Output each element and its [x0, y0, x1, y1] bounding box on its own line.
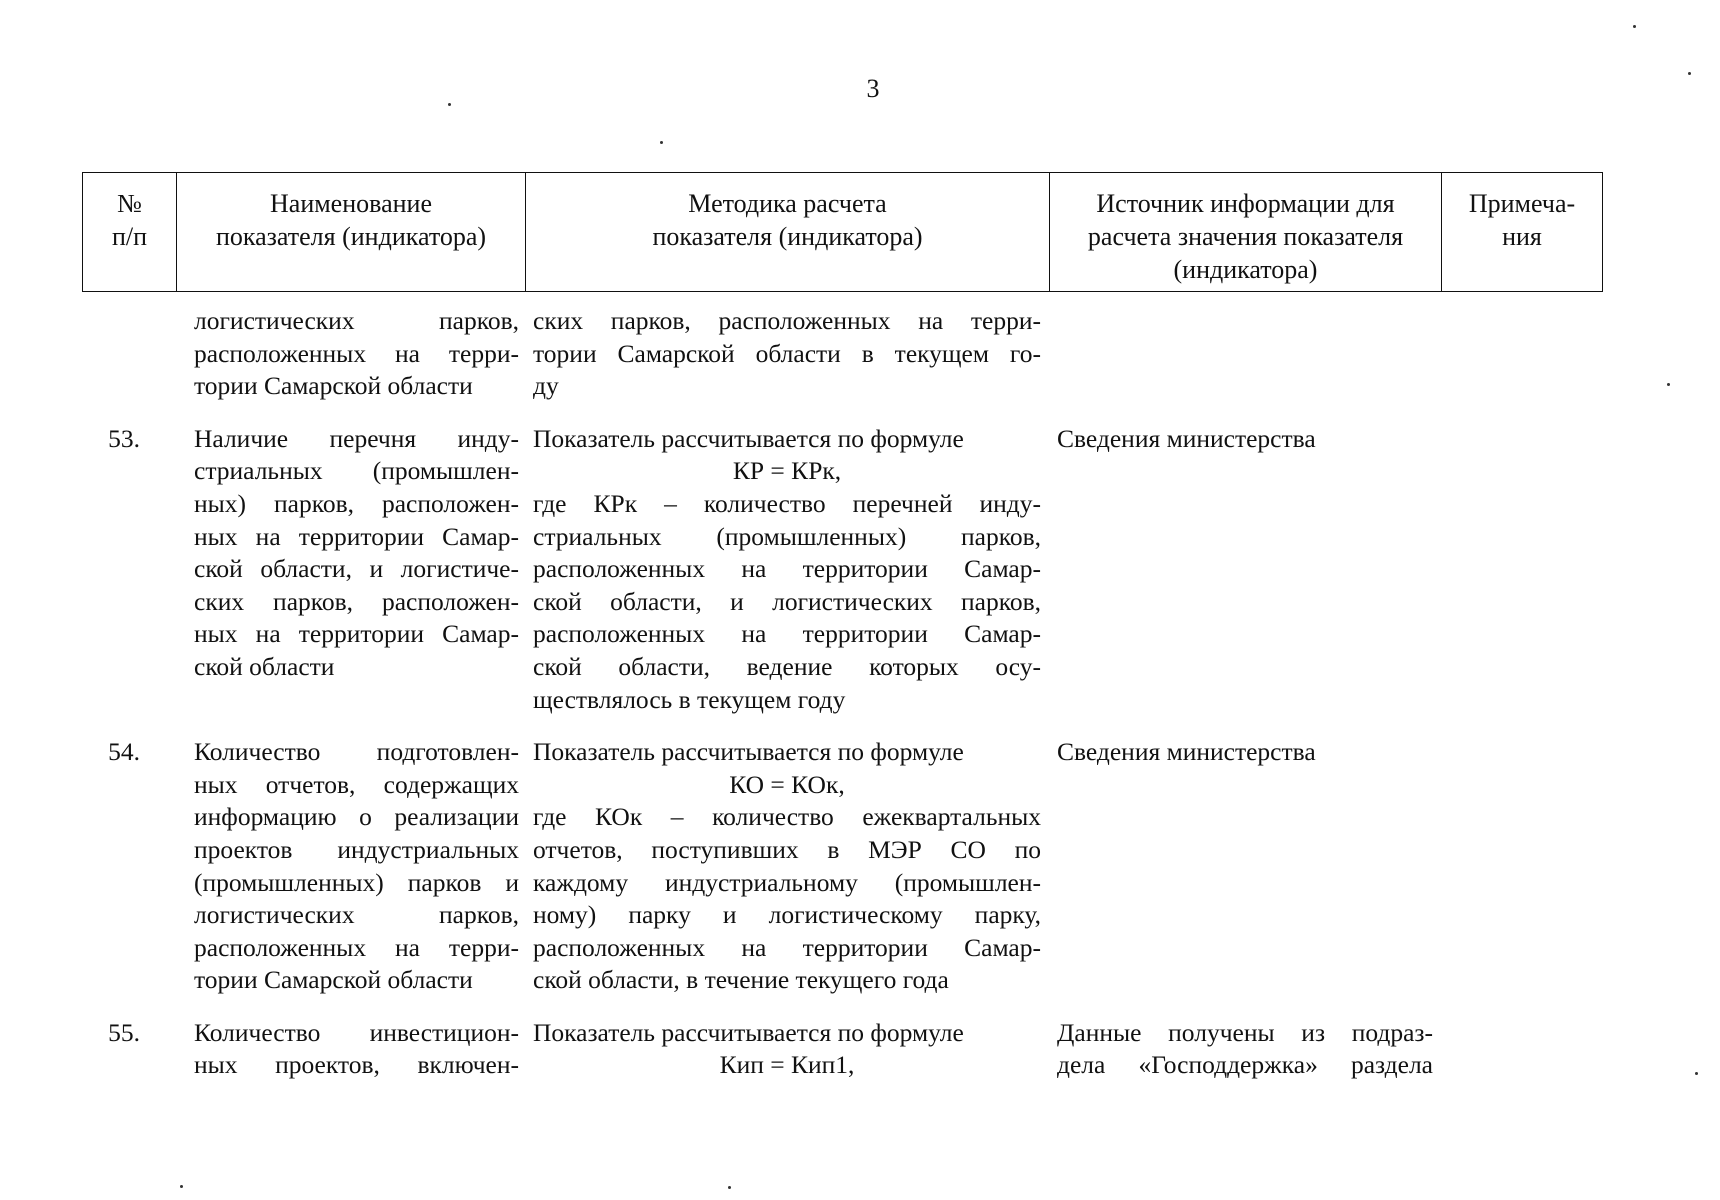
- text-line: ских парков, расположенных на терри-: [533, 306, 1041, 335]
- indicator-name: [176, 736, 525, 997]
- scan-speck: [1695, 1072, 1698, 1075]
- text-line: расположенных на территории Самар-: [533, 932, 1041, 962]
- header-calculation-method: Методика расчета показателя (индикатора): [526, 173, 1050, 291]
- indicator-name: [176, 305, 525, 403]
- table-row: [82, 305, 1603, 403]
- text-line: ской области, и логистиче-: [194, 554, 519, 584]
- header-indicator-name: Наименование показателя (индикатора): [177, 173, 526, 291]
- table-row: [82, 736, 1603, 997]
- text-line: информацию о реализации: [194, 802, 519, 832]
- scan-speck: [1688, 72, 1691, 75]
- calculation-method: [525, 305, 1049, 403]
- row-number: 53.: [108, 423, 140, 453]
- scan-speck: [448, 103, 451, 106]
- text-line: отчетов, поступивших в МЭР СО по: [533, 834, 1041, 864]
- text-line: ской области, в течение текущего года: [533, 965, 949, 995]
- scan-speck: [1667, 383, 1670, 386]
- text-line: ных) парков, расположен-: [194, 488, 519, 518]
- text-line: где КОк – количество ежеквартальных: [533, 802, 1041, 832]
- text-line: ской области, ведение которых осу-: [533, 651, 1041, 681]
- calculation-method: [525, 423, 1049, 716]
- text-line: ской области: [194, 651, 335, 681]
- text-line: ской области, и логистических парков,: [533, 586, 1041, 616]
- notes: [1441, 423, 1603, 716]
- text-line: логистических парков,: [194, 306, 519, 335]
- text-line: Наличие перечня инду-: [194, 423, 519, 453]
- scan-speck: [1633, 25, 1636, 28]
- text-line: Показатель рассчитывается по формуле: [533, 1017, 964, 1047]
- text-line: Количество инвестицион-: [194, 1017, 519, 1047]
- text-line: Показатель рассчитывается по формуле: [533, 737, 964, 767]
- text-line: Количество подготовлен-: [194, 737, 519, 767]
- formula: Кип = Кип1,: [719, 1050, 855, 1080]
- row-number: 54.: [108, 737, 140, 767]
- text-line: ных на территории Самар-: [194, 619, 519, 649]
- text-line: каждому индустриальному (промышлен-: [533, 867, 1041, 897]
- indicator-name: [176, 1017, 525, 1082]
- text-line: Данные получены из подраз-: [1057, 1017, 1433, 1047]
- table-row: [82, 1017, 1603, 1082]
- text-line: тории Самарской области в текущем го-: [533, 338, 1041, 368]
- table-header: [82, 172, 1603, 292]
- header-number: № п/п: [83, 173, 177, 291]
- text-line: расположенных на территории Самар-: [533, 554, 1041, 584]
- information-source: [1049, 423, 1441, 716]
- notes: [1441, 1017, 1603, 1082]
- text-line: проектов индустриальных: [194, 834, 519, 864]
- notes: [1441, 736, 1603, 997]
- text-line: логистических парков,: [194, 900, 519, 930]
- text-line: расположенных на терри-: [194, 338, 519, 368]
- table-row: [82, 423, 1603, 716]
- calculation-method: [525, 1017, 1049, 1082]
- text-line: стриальных (промышленных) парков,: [533, 521, 1041, 551]
- table-body: [82, 305, 1603, 1082]
- text-line: стриальных (промышлен-: [194, 456, 519, 486]
- text-line: ному) парку и логистическому парку,: [533, 900, 1041, 930]
- text-line: ду: [533, 371, 559, 401]
- text-line: тории Самарской области: [194, 965, 473, 995]
- text-line: расположенных на терри-: [194, 932, 519, 962]
- text-line: расположенных на территории Самар-: [533, 619, 1041, 649]
- notes: [1441, 305, 1603, 403]
- header-notes: Примеча- ния: [1468, 189, 1576, 251]
- formula: КР = КРк,: [732, 456, 842, 486]
- text-line: Показатель рассчитывается по формуле: [533, 423, 964, 453]
- text-line: ских парков, расположен-: [194, 586, 519, 616]
- formula: КО = КОк,: [729, 769, 845, 799]
- information-source: [1049, 736, 1441, 997]
- calculation-method: [525, 736, 1049, 997]
- scan-speck: [180, 1185, 183, 1188]
- scan-speck: [728, 1186, 731, 1189]
- row-number: [82, 305, 176, 403]
- header-information-source: Источник информации для расчета значения показателя (индикатора): [1050, 173, 1442, 291]
- text-line: (промышленных) парков и: [194, 867, 519, 897]
- text-line: ных проектов, включен-: [194, 1050, 519, 1080]
- text-line: ных на территории Самар-: [194, 521, 519, 551]
- row-number: 55.: [108, 1017, 140, 1047]
- information-source: [1049, 305, 1441, 403]
- text-line: ных отчетов, содержащих: [194, 769, 519, 799]
- text-line: дела «Господдержка» раздела: [1057, 1050, 1433, 1080]
- text-line: ществлялось в текущем году: [533, 684, 846, 714]
- text-line: где КРк – количество перечней инду-: [533, 488, 1041, 518]
- page-number: 3: [866, 74, 880, 103]
- scan-speck: [660, 141, 663, 144]
- text-line: тории Самарской области: [194, 371, 473, 401]
- text-line: Сведения министерства: [1057, 737, 1316, 767]
- indicator-name: [176, 423, 525, 716]
- information-source: [1049, 1017, 1441, 1082]
- text-line: Сведения министерства: [1057, 423, 1316, 453]
